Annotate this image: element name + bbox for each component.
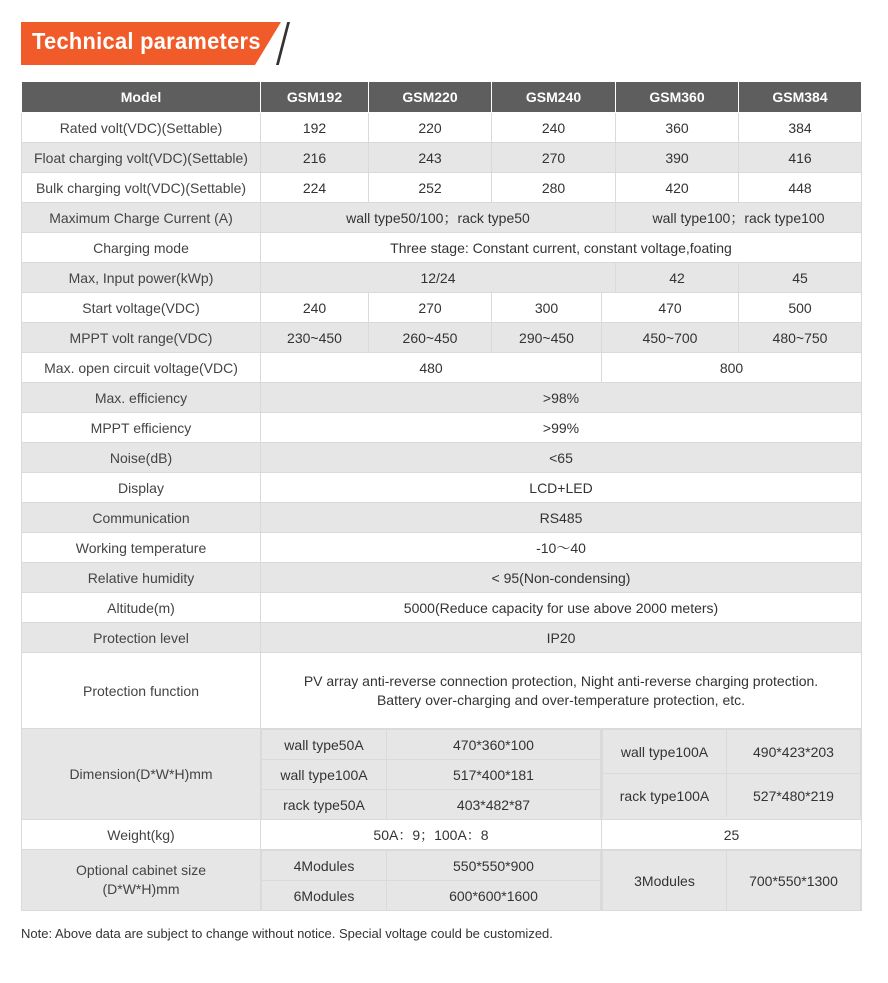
cell-value: 448 [739,173,862,203]
dimension-type: wall type100A [603,730,727,774]
table-row [22,503,862,533]
cell-value: 500 [739,293,862,323]
cell-value: 360 [616,113,739,143]
table-row [22,653,862,729]
cell-value: 470 [602,293,739,323]
dimension-type: rack type50A [262,790,387,820]
cell-value [261,653,862,729]
table-row [22,413,862,443]
cell-value: 240 [261,293,369,323]
cell-value: < 95(Non-condensing) [261,563,862,593]
cell-value: <65 [261,443,862,473]
row-label: Weight(kg) [22,820,261,850]
row-label: MPPT efficiency [22,413,261,443]
table-row [22,533,862,563]
cell-value: 260~450 [369,323,492,353]
header-gsm192: GSM192 [261,82,369,113]
cabinet-size: 700*550*1300 [727,851,861,911]
cell-value: Three stage: Constant current, constant voltage,foating [261,233,862,263]
cell-value: 25 [602,820,862,850]
table-row [22,173,862,203]
cell-value: 192 [261,113,369,143]
cabinet-type: 4Modules [262,851,387,881]
section-title: Technical parameters [32,28,261,54]
protection-line-1: PV array anti-reverse connection protection, Night anti-reverse charging protection. [303,672,819,689]
cell-value: -10～40 [261,533,862,563]
row-label: Altitude(m) [22,593,261,623]
title-banner-slash [276,22,290,65]
cell-value: 220 [369,113,492,143]
cell-value: RS485 [261,503,862,533]
cell-value: 800 [602,353,862,383]
header-gsm220: GSM220 [369,82,492,113]
dimension-right-cell [602,729,862,820]
row-label: Max. open circuit voltage(VDC) [22,353,261,383]
row-label: Protection level [22,623,261,653]
dimension-left-cell [261,729,602,820]
table-row [22,353,862,383]
cell-value: 480~750 [739,323,862,353]
cabinet-right-grid [602,850,861,910]
cabinet-type: 3Modules [603,851,727,911]
dimension-size: 403*482*87 [387,790,601,820]
dimension-type: wall type100A [262,760,387,790]
cell-value: >99% [261,413,862,443]
row-label [22,850,261,911]
dimension-right-grid [602,729,861,817]
row-label: Charging mode [22,233,261,263]
table-row [22,263,862,293]
row-label: Dimension(D*W*H)mm [22,729,261,820]
table-row [22,563,862,593]
cell-value: wall type100；rack type100 [616,203,862,233]
cell-value: 390 [616,143,739,173]
row-label: Rated volt(VDC)(Settable) [22,113,261,143]
cell-value: IP20 [261,623,862,653]
cell-value: 280 [492,173,616,203]
cell-value: >98% [261,383,862,413]
row-label: Communication [22,503,261,533]
table-row [22,820,862,850]
cell-value: 290~450 [492,323,602,353]
row-label: Max. efficiency [22,383,261,413]
dimension-size: 490*423*203 [727,730,861,774]
cabinet-left-cell [261,850,602,911]
header-gsm240: GSM240 [492,82,616,113]
section-title-banner [21,22,293,65]
header-gsm360: GSM360 [616,82,739,113]
cell-value: LCD+LED [261,473,862,503]
cell-value: 224 [261,173,369,203]
technical-parameters-table [21,81,862,911]
row-label: Display [22,473,261,503]
table-row [22,473,862,503]
cell-value: 480 [261,353,602,383]
header-model: Model [22,82,261,113]
dimension-size: 527*480*219 [727,774,861,818]
row-label: Max, Input power(kWp) [22,263,261,293]
table-row [22,593,862,623]
table-row [22,623,862,653]
table-row [22,729,862,820]
cell-value: 252 [369,173,492,203]
cell-value: 243 [369,143,492,173]
cell-value: wall type50/100；rack type50 [261,203,616,233]
table-row [22,293,862,323]
footnote: Note: Above data are subject to change without notice. Special voltage could be customized. [21,926,553,941]
table-row [22,113,862,143]
row-label: Relative humidity [22,563,261,593]
cell-value: 270 [492,143,616,173]
cell-value: 300 [492,293,602,323]
dimension-type: wall type50A [262,730,387,760]
row-label: Maximum Charge Current (A) [22,203,261,233]
cabinet-size: 600*600*1600 [387,881,601,911]
header-gsm384: GSM384 [739,82,862,113]
cabinet-label-line-2: (D*W*H)mm [102,881,180,897]
dimension-size: 470*360*100 [387,730,601,760]
cell-value: 270 [369,293,492,323]
row-label: Start voltage(VDC) [22,293,261,323]
cell-value: 12/24 [261,263,616,293]
cabinet-type: 6Modules [262,881,387,911]
cell-value: 230~450 [261,323,369,353]
table-row [22,443,862,473]
cell-value: 450~700 [602,323,739,353]
table-row [22,143,862,173]
cabinet-left-grid [261,850,601,910]
protection-line-2: Battery over-charging and over-temperature protection, etc. [376,691,746,708]
table-row [22,383,862,413]
dimension-left-grid [261,729,601,819]
row-label: MPPT volt range(VDC) [22,323,261,353]
cell-value: 416 [739,143,862,173]
table-row [22,233,862,263]
table-row [22,323,862,353]
table-row [22,850,862,911]
cabinet-size: 550*550*900 [387,851,601,881]
cell-value: 5000(Reduce capacity for use above 2000 meters) [261,593,862,623]
row-label: Working temperature [22,533,261,563]
row-label: Float charging volt(VDC)(Settable) [22,143,261,173]
dimension-size: 517*400*181 [387,760,601,790]
cell-value: 42 [616,263,739,293]
row-label: Bulk charging volt(VDC)(Settable) [22,173,261,203]
table-row [22,203,862,233]
cell-value: 420 [616,173,739,203]
cabinet-right-cell [602,850,862,911]
row-label: Noise(dB) [22,443,261,473]
cell-value: 216 [261,143,369,173]
row-label: Protection function [22,653,261,729]
cell-value: 45 [739,263,862,293]
table-header-row [22,82,862,113]
cell-value: 50A：9；100A：8 [261,820,602,850]
cell-value: 240 [492,113,616,143]
dimension-type: rack type100A [603,774,727,818]
cell-value: 384 [739,113,862,143]
cabinet-label-line-1: Optional cabinet size [76,862,206,878]
